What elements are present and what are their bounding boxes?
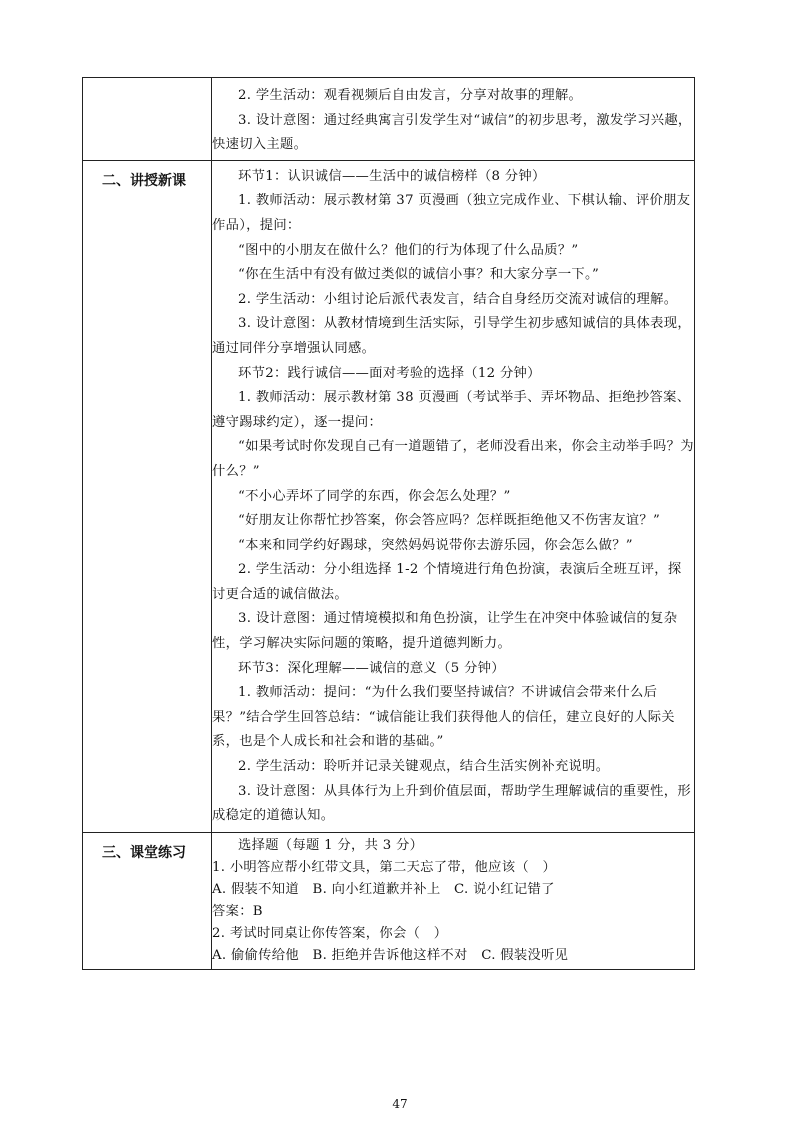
paragraph: 1. 教师活动：展示教材第 38 页漫画（考试举手、弄坏物品、拒绝抄答案、遵守踢球约定），逐一提问：: [212, 390, 691, 430]
row-label: 二、讲授新课: [102, 172, 186, 189]
paragraph: 3. 设计意图：从具体行为上升到价值层面，帮助学生理解诚信的重要性，形成稳定的道德认知。: [212, 783, 691, 824]
table-row: [83, 160, 695, 832]
row-content-cell: [212, 160, 695, 832]
paragraph: 3. 设计意图：通过经典寓言引发学生对“诚信”的初步思考，激发学习兴趣，快速切入主题。: [212, 112, 692, 153]
row-label: [83, 78, 211, 87]
paragraph: 1. 教师活动：展示教材第 37 页漫画（独立完成作业、下棋认输、评价朋友作品），提问：: [212, 193, 691, 233]
lesson-plan-table: [82, 77, 695, 970]
question-quote: “你在生活中有没有做过类似的诚信小事？和大家分享一下。”: [238, 267, 600, 283]
row-label-cell: [83, 78, 212, 161]
table-row: [83, 78, 695, 161]
table-row: [83, 832, 695, 969]
section-heading: 环节3：深化理解——诚信的意义（5 分钟）: [238, 660, 505, 676]
section-heading: 环节2：践行诚信——面对考验的选择（12 分钟）: [238, 365, 541, 381]
exercise-question: 1. 小明答应帮小红带文具，第二天忘了带，他应该（ ）: [212, 859, 557, 875]
paragraph: 2. 学生活动：小组讨论后派代表发言，结合自身经历交流对诚信的理解。: [238, 291, 678, 307]
question-quote: “图中的小朋友在做什么？他们的行为体现了什么品质？”: [238, 242, 579, 258]
exercise-options: A. 偷偷传给他 B. 拒绝并告诉他这样不对 C. 假装没听见: [212, 947, 569, 963]
paragraph: 2. 学生活动：聆听并记录关键观点，结合生活实例补充说明。: [238, 759, 610, 775]
paragraph: 1. 教师活动：提问：“为什么我们要坚持诚信？不讲诚信会带来什么后果？”结合学生回答总结：“诚信能让我们获得他人的信任，建立良好的人际关系，也是个人成长和社会和谐的基础。”: [212, 685, 675, 750]
exercise-options: A. 假装不知道 B. 向小红道歉并补上 C. 说小红记错了: [212, 881, 555, 897]
exercise-answer: 答案：B: [212, 903, 263, 919]
question-quote: “如果考试时你发现自己有一道题错了，老师没看出来，你会主动举手吗？为什么？”: [212, 439, 694, 479]
paragraph: 3. 设计意图：通过情境模拟和角色扮演，让学生在冲突中体验诚信的复杂性，学习解决实际问题的策略，提升道德判断力。: [212, 611, 678, 652]
paragraph: 3. 设计意图：从教材情境到生活实际，引导学生初步感知诚信的具体表现，通过同伴分享增强认同感。: [212, 316, 691, 356]
page-number: 47: [392, 1097, 408, 1111]
row-label: 三、课堂练习: [102, 844, 186, 861]
question-quote: “好朋友让你帮忙抄答案，你会答应吗？怎样既拒绝他又不伤害友谊？”: [238, 513, 661, 529]
paragraph: 2. 学生活动：分小组选择 1-2 个情境进行角色扮演，表演后全班互评，探讨更合适的诚信做法。: [212, 562, 682, 602]
exercise-question: 2. 考试时同桌让你传答案，你会（ ）: [212, 925, 448, 941]
paragraph: 2. 学生活动：观看视频后自由发言，分享对故事的理解。: [238, 88, 583, 103]
question-quote: “不小心弄坏了同学的东西，你会怎么处理？”: [238, 488, 511, 504]
exercise-heading: 选择题（每题 1 分，共 3 分）: [238, 837, 424, 853]
row-label-cell: [83, 160, 212, 832]
section-heading: 环节1：认识诚信——生活中的诚信榜样（8 分钟）: [238, 168, 546, 184]
question-quote: “本来和同学约好踢球，突然妈妈说带你去游乐园，你会怎么做？”: [238, 537, 633, 553]
row-content-cell: [212, 78, 695, 161]
row-label-cell: [83, 832, 212, 969]
row-content-cell: [212, 832, 695, 969]
